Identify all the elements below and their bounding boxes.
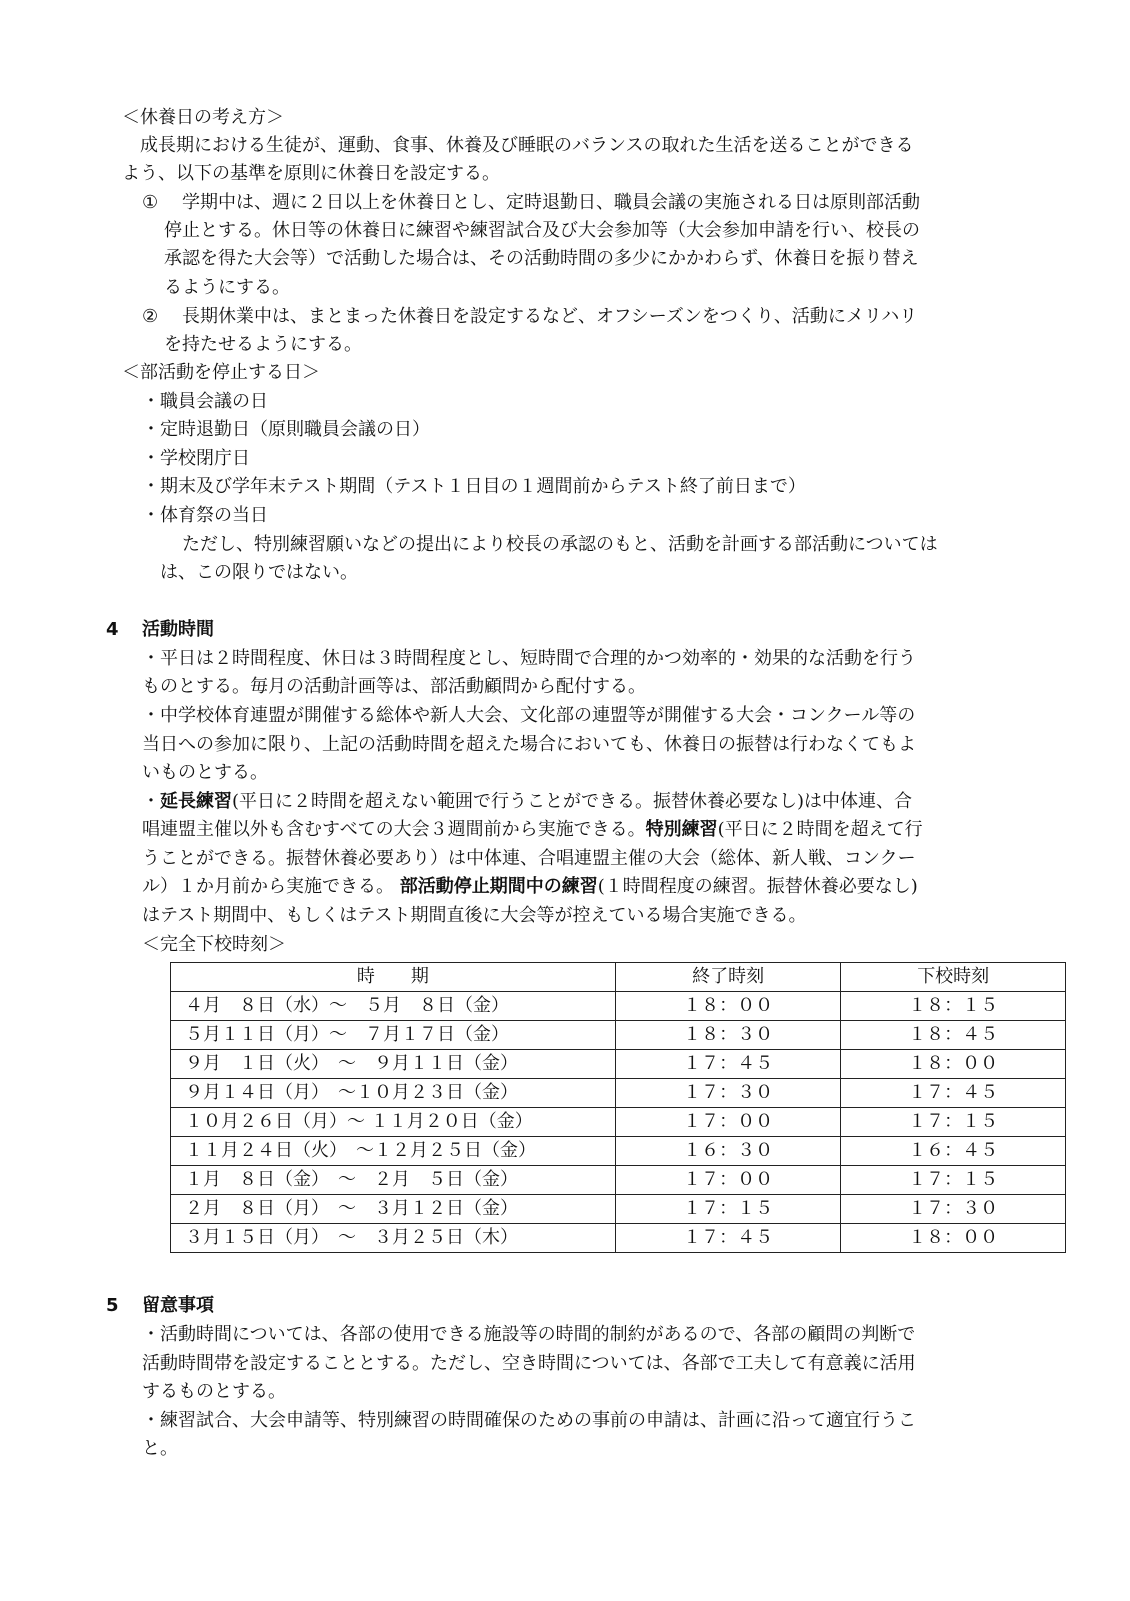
table-row	[171, 992, 1066, 1021]
section4-paragraph-line: うことができる。振替休養必要あり）は中体連、合唱連盟主催の大会（総体、新人戦、コンクー	[142, 848, 916, 869]
table-row	[171, 1195, 1066, 1224]
end-time-cell: １６：３０	[615, 1137, 841, 1166]
table-row	[171, 1137, 1066, 1166]
section5-paragraph-line: ・活動時間については、各部の使用できる施設等の時間的制約があるので、各部の顧問の判断で	[142, 1324, 916, 1345]
dismissal-time-table	[170, 962, 1066, 1253]
rest-days-item2-line: 長期休業中は、まとまった休養日を設定するなど、オフシーズンをつくり、活動にメリハリ	[182, 306, 918, 327]
bullet: ・	[142, 791, 160, 812]
stop-days-item: ・体育祭の当日	[142, 505, 268, 526]
leave-time-cell: １８：４５	[841, 1021, 1066, 1050]
special-practice-term: 特別練習	[645, 819, 718, 840]
leave-time-cell: １７：１５	[841, 1166, 1066, 1195]
section4-paragraph-line: 当日への参加に限り、上記の活動時間を超えた場合においても、休養日の振替は行わなくてもよ	[142, 734, 916, 755]
stop-days-item: ・定時退勤日（原則職員会議の日）	[142, 419, 430, 440]
end-time-cell: １７：４５	[615, 1224, 841, 1253]
period-cell: ２月 ８日（月） ～ ３月１２日（金）	[171, 1195, 616, 1224]
rest-days-item2-line: を持たせるようにする。	[164, 334, 362, 355]
period-cell: １月 ８日（金） ～ ２月 ５日（金）	[171, 1166, 616, 1195]
rest-days-item1-line: るようにする。	[164, 277, 290, 298]
stop-days-note-line: は、この限りではない。	[160, 562, 358, 583]
section-title: 活動時間	[142, 619, 214, 640]
table-row	[171, 1079, 1066, 1108]
period-cell: ９月１４日（月） ～１０月２３日（金）	[171, 1079, 616, 1108]
period-cell: ９月 １日（火） ～ ９月１１日（金）	[171, 1050, 616, 1079]
section5-paragraph-line: 活動時間帯を設定することとする。ただし、空き時間については、各部で工夫して有意義に活用	[142, 1353, 916, 1374]
stop-days-item: ・職員会議の日	[142, 391, 268, 412]
table-row	[171, 1050, 1066, 1079]
section-number: 5	[106, 1295, 119, 1316]
text-run: ル）１か月前から実施できる。	[142, 876, 400, 897]
stop-days-item: ・学校閉庁日	[142, 448, 250, 469]
period-cell: １１月２４日（火） ～１２月２５日（金）	[171, 1137, 616, 1166]
end-time-cell: １７：４５	[615, 1050, 841, 1079]
rest-days-item1-line: 学期中は、週に２日以上を休養日とし、定時退勤日、職員会議の実施される日は原則部活動	[182, 192, 920, 213]
rest-days-item1-line: 停止とする。休日等の休養日に練習や練習試合及び大会参加等（大会参加申請を行い、校長の	[164, 220, 920, 241]
period-cell: ３月１５日（月） ～ ３月２５日（木）	[171, 1224, 616, 1253]
leave-time-cell: １８：００	[841, 1050, 1066, 1079]
end-time-cell: １８：３０	[615, 1021, 841, 1050]
leave-time-cell: １８：１５	[841, 992, 1066, 1021]
section4-paragraph-line: はテスト期間中、もしくはテスト期間直後に大会等が控えている場合実施できる。	[142, 905, 807, 926]
column-header-period: 時 期	[171, 963, 616, 992]
rest-days-intro-line: よう、以下の基準を原則に休養日を設定する。	[122, 163, 500, 184]
rest-days-heading: ＜休養日の考え方＞	[122, 107, 284, 128]
stop-days-heading: ＜部活動を停止する日＞	[122, 362, 320, 383]
section4-paragraph-line: ものとする。毎月の活動計画等は、部活動顧問から配付する。	[142, 676, 646, 697]
item-number: ②	[142, 306, 159, 327]
item-number: ①	[142, 192, 159, 213]
rest-days-intro-line: 成長期における生徒が、運動、食事、休養及び睡眠のバランスの取れた生活を送ることができる	[140, 135, 914, 156]
section4-paragraph-line	[142, 788, 912, 816]
table-row	[171, 1224, 1066, 1253]
leave-time-cell: １７：３０	[841, 1195, 1066, 1224]
table-row	[171, 1166, 1066, 1195]
column-header-end-time: 終了時刻	[615, 963, 841, 992]
section5-paragraph-line: するものとする。	[142, 1381, 286, 1402]
table-header-row	[171, 963, 1066, 992]
suspension-practice-term: 部活動停止期間中の練習	[399, 876, 598, 897]
table-row	[171, 1021, 1066, 1050]
end-time-cell: １７：００	[615, 1166, 841, 1195]
table-row	[171, 1108, 1066, 1137]
leave-time-cell: １６：４５	[841, 1137, 1066, 1166]
section4-paragraph-line	[142, 816, 923, 844]
period-cell: ４月 ８日（水）～ ５月 ８日（金）	[171, 992, 616, 1021]
section4-paragraph-line: ・平日は２時間程度、休日は３時間程度とし、短時間で合理的かつ効率的・効果的な活動を行う	[142, 648, 916, 669]
end-time-cell: １７：００	[615, 1108, 841, 1137]
text-run: 唱連盟主催以外も含むすべての大会３週間前から実施できる。	[142, 819, 646, 840]
section-number: 4	[106, 619, 119, 640]
period-cell: ５月１１日（月）～ ７月１７日（金）	[171, 1021, 616, 1050]
end-time-cell: １８：００	[615, 992, 841, 1021]
extended-practice-term: 延長練習	[160, 791, 232, 812]
text-run: (平日に２時間を超えない範囲で行うことができる。振替休養必要なし)は中体連、合	[232, 791, 913, 812]
leave-time-cell: １８：００	[841, 1224, 1066, 1253]
end-time-cell: １７：３０	[615, 1079, 841, 1108]
section5-paragraph-line: と。	[142, 1438, 178, 1459]
section4-paragraph-line: ・中学校体育連盟が開催する総体や新人大会、文化部の連盟等が開催する大会・コンクール等の	[142, 705, 916, 726]
section4-paragraph-line	[142, 873, 918, 901]
leave-time-cell: １７：４５	[841, 1079, 1066, 1108]
period-cell: １０月２６日（月）～ １１月２０日（金）	[171, 1108, 616, 1137]
end-time-cell: １７：１５	[615, 1195, 841, 1224]
column-header-leave-time: 下校時刻	[841, 963, 1066, 992]
stop-days-item: ・期末及び学年末テスト期間（テスト１日目の１週間前からテスト終了前日まで）	[142, 476, 806, 497]
section-title: 留意事項	[142, 1295, 214, 1316]
rest-days-item1-line: 承認を得た大会等）で活動した場合は、その活動時間の多少にかかわらず、休養日を振り替え	[164, 248, 919, 269]
stop-days-note-line: ただし、特別練習願いなどの提出により校長の承認のもと、活動を計画する部活動については	[182, 534, 938, 555]
text-run: (１時間程度の練習。振替休養必要なし)	[597, 876, 918, 897]
schedule-heading: ＜完全下校時刻＞	[142, 934, 286, 955]
text-run: (平日に２時間を超えて行	[717, 819, 923, 840]
section4-paragraph-line: いものとする。	[142, 762, 268, 783]
leave-time-cell: １７：１５	[841, 1108, 1066, 1137]
section5-paragraph-line: ・練習試合、大会申請等、特別練習の時間確保のための事前の申請は、計画に沿って適宜行うこ	[142, 1410, 916, 1431]
